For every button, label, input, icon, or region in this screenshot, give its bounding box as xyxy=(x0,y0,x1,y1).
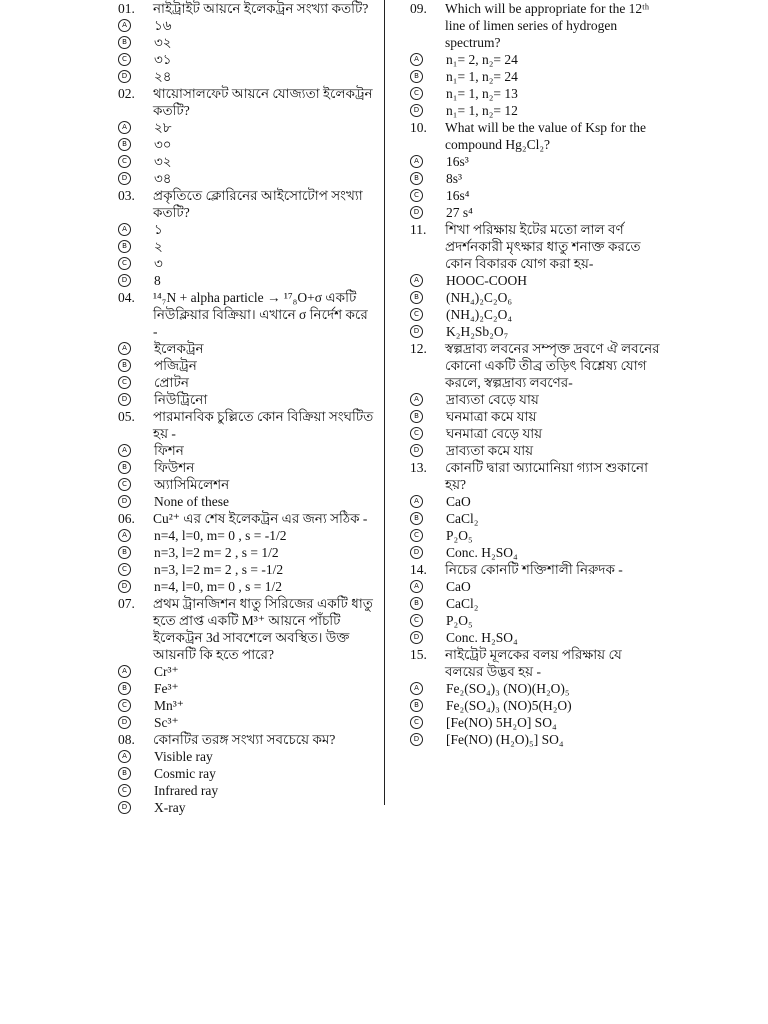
question-number: 06. xyxy=(118,511,135,526)
option-text: ২৪ xyxy=(154,69,172,84)
option-text: (NH₄)₂C₂O₆ xyxy=(446,290,513,305)
option-letter-circle: C xyxy=(118,699,131,712)
option-letter-circle: C xyxy=(118,257,131,270)
question-header xyxy=(410,0,660,51)
option-letter-circle: D xyxy=(410,325,423,338)
option-letter-circle: B xyxy=(118,138,131,151)
option-c[interactable] xyxy=(118,782,374,799)
option-text: 27 s⁴ xyxy=(446,205,473,220)
question-text: স্বল্পদ্রাব্য লবনের সম্পৃক্ত দ্রবণে ঐ লবনের কোনো একটি তীব্র তড়িৎ বিশ্লেষ্য যোগ করলে, স্বল্পদ্রাব্য লবণের- xyxy=(445,341,660,390)
option-letter-circle: C xyxy=(410,308,423,321)
option-text: Infrared ray xyxy=(154,783,219,798)
option-letter-circle: B xyxy=(410,597,423,610)
option-letter-circle: C xyxy=(118,53,131,66)
option-d[interactable] xyxy=(410,102,660,119)
question-text: প্রথম ট্রানজিশন ধাতু সিরিজের একটি ধাতু হতে প্রাপ্ত একটি M³⁺ আয়নে পাঁচটি ইলেকট্রন 3d সাবশেলে অবস্থিত। উক্ত আয়নটি কি হতে পারে? xyxy=(153,596,373,662)
option-text: 8s³ xyxy=(446,171,463,186)
question-14 xyxy=(410,561,660,646)
option-d[interactable] xyxy=(118,714,374,731)
option-text: ৩১ xyxy=(154,52,172,67)
option-c[interactable] xyxy=(118,153,374,170)
question-header xyxy=(118,510,374,527)
option-letter-circle: D xyxy=(118,172,131,185)
option-letter-circle: D xyxy=(410,733,423,746)
option-letter-circle: C xyxy=(118,563,131,576)
question-text: কোনটি দ্বারা অ্যামোনিয়া গ্যাস শুকানো হয়? xyxy=(445,460,649,492)
question-10 xyxy=(410,119,660,221)
option-text: (NH₄)₂C₂O₄ xyxy=(446,307,513,322)
question-06 xyxy=(118,510,374,595)
question-text: প্রকৃতিতে ক্লোরিনের আইসোটোপ সংখ্যা কতটি? xyxy=(153,188,363,220)
question-header xyxy=(410,119,660,153)
question-text: ¹⁴₇N + alpha particle → ¹⁷₈O+σ একটি নিউক্লিয়ার বিক্রিয়া। এখানে σ নির্দেশ করে - xyxy=(153,290,368,339)
option-a[interactable] xyxy=(118,663,374,680)
question-number: 15. xyxy=(410,647,427,662)
option-text: ঘনমাত্রা কমে যায় xyxy=(446,409,537,424)
option-letter-circle: B xyxy=(118,767,131,780)
option-text: 8 xyxy=(154,273,161,288)
question-number: 13. xyxy=(410,460,427,475)
option-text: CaCl₂ xyxy=(446,596,479,611)
option-b[interactable] xyxy=(410,595,660,612)
option-letter-circle: A xyxy=(410,495,423,508)
question-04 xyxy=(118,289,374,408)
option-text: ৩২ xyxy=(154,154,172,169)
question-01 xyxy=(118,0,374,85)
option-text: n=4, l=0, m= 0 , s = 1/2 xyxy=(154,579,282,594)
question-text: What will be the value of Ksp for the compound Hg₂Cl₂? xyxy=(445,120,646,152)
option-letter-circle: B xyxy=(410,410,423,423)
option-letter-circle: A xyxy=(118,529,131,542)
option-letter-circle: A xyxy=(410,580,423,593)
option-text: P₂O₅ xyxy=(446,528,473,543)
option-a[interactable] xyxy=(410,391,660,408)
option-text: Fe₂(SO₄)₃ (NO)5(H₂O) xyxy=(446,698,572,713)
option-b[interactable] xyxy=(410,68,660,85)
option-c[interactable] xyxy=(118,697,374,714)
option-text: ২ xyxy=(154,239,163,254)
option-text: পজিট্রন xyxy=(154,358,197,373)
question-05 xyxy=(118,408,374,510)
option-letter-circle: B xyxy=(118,461,131,474)
option-text: 16s³ xyxy=(446,154,469,169)
option-b[interactable] xyxy=(118,238,374,255)
question-header xyxy=(118,85,374,119)
option-text: ৩৪ xyxy=(154,171,172,186)
option-text: Fe³⁺ xyxy=(154,681,179,696)
option-letter-circle: C xyxy=(118,376,131,389)
option-a[interactable] xyxy=(118,748,374,765)
question-header xyxy=(410,561,660,578)
question-header xyxy=(410,459,660,493)
option-letter-circle: C xyxy=(410,189,423,202)
option-text: ঘনমাত্রা বেড়ে যায় xyxy=(446,426,543,441)
option-c[interactable] xyxy=(410,714,660,731)
option-text: n₁= 1, n₂= 12 xyxy=(446,103,518,118)
option-d[interactable] xyxy=(118,799,374,816)
option-letter-circle: B xyxy=(410,291,423,304)
option-text: দ্রাব্যতা বেড়ে যায় xyxy=(446,392,539,407)
option-text: দ্রাব্যতা কমে যায় xyxy=(446,443,534,458)
option-letter-circle: A xyxy=(118,121,131,134)
option-text: n₁= 1, n₂= 13 xyxy=(446,86,518,101)
question-text: Cu²⁺ এর শেষ ইলেকট্রন এর জন্য সঠিক - xyxy=(153,511,368,526)
option-c[interactable] xyxy=(410,187,660,204)
option-d[interactable] xyxy=(118,578,374,595)
option-d[interactable] xyxy=(410,544,660,561)
option-d[interactable] xyxy=(118,493,374,510)
option-text: n=3, l=2 m= 2 , s = -1/2 xyxy=(154,562,284,577)
question-header xyxy=(118,289,374,340)
question-text: থায়োসালফেট আয়নে যোজ্যতা ইলেকট্রন কতটি? xyxy=(153,86,373,118)
option-a[interactable] xyxy=(410,680,660,697)
option-text: Conc. H₂SO₄ xyxy=(446,545,518,560)
question-header xyxy=(118,595,374,663)
option-letter-circle: B xyxy=(118,359,131,372)
option-d[interactable] xyxy=(410,204,660,221)
option-letter-circle: A xyxy=(410,274,423,287)
question-number: 11. xyxy=(410,222,427,237)
option-text: ৩০ xyxy=(154,137,172,152)
option-b[interactable] xyxy=(118,765,374,782)
option-text: ইলেকট্রন xyxy=(154,341,204,356)
question-number: 01. xyxy=(118,1,135,16)
option-text: ৩ xyxy=(154,256,163,271)
option-a[interactable] xyxy=(410,578,660,595)
question-09 xyxy=(410,0,660,119)
option-c[interactable] xyxy=(410,85,660,102)
question-number: 05. xyxy=(118,409,135,424)
option-letter-circle: A xyxy=(118,19,131,32)
option-d[interactable] xyxy=(410,629,660,646)
column-divider xyxy=(384,0,385,805)
option-letter-circle: D xyxy=(118,716,131,729)
option-b[interactable] xyxy=(118,459,374,476)
option-c[interactable] xyxy=(410,425,660,442)
option-letter-circle: B xyxy=(410,172,423,185)
option-letter-circle: A xyxy=(118,444,131,457)
option-letter-circle: A xyxy=(410,393,423,406)
question-08 xyxy=(118,731,374,816)
option-a[interactable] xyxy=(118,340,374,357)
option-letter-circle: C xyxy=(410,716,423,729)
option-letter-circle: D xyxy=(410,104,423,117)
option-d[interactable] xyxy=(118,391,374,408)
option-a[interactable] xyxy=(118,119,374,136)
option-c[interactable] xyxy=(118,561,374,578)
question-11 xyxy=(410,221,660,340)
option-letter-circle: D xyxy=(410,206,423,219)
option-text: Fe₂(SO₄)₃ (NO)(H₂O)₅ xyxy=(446,681,570,696)
option-c[interactable] xyxy=(118,476,374,493)
question-text: শিখা পরিক্ষায় ইটের মতো লাল বর্ণ প্রদর্শনকারী মৃৎক্ষার ধাতু শনাক্ত করতে কোন বিকারক যোগ করা হয়- xyxy=(445,222,641,271)
option-letter-circle: C xyxy=(410,427,423,440)
option-b[interactable] xyxy=(410,408,660,425)
option-text: CaO xyxy=(446,579,471,594)
option-d[interactable] xyxy=(118,170,374,187)
option-b[interactable] xyxy=(118,544,374,561)
left-question-column xyxy=(118,0,374,816)
question-number: 12. xyxy=(410,341,427,356)
option-letter-circle: D xyxy=(118,495,131,508)
option-text: CaO xyxy=(446,494,471,509)
option-a[interactable] xyxy=(410,272,660,289)
option-letter-circle: A xyxy=(410,682,423,695)
option-letter-circle: A xyxy=(118,665,131,678)
option-letter-circle: A xyxy=(118,750,131,763)
option-letter-circle: A xyxy=(410,53,423,66)
question-number: 03. xyxy=(118,188,135,203)
option-text: Cosmic ray xyxy=(154,766,216,781)
question-text: পারমানবিক চুল্লিতে কোন বিক্রিয়া সংঘটিত হয় - xyxy=(153,409,374,441)
option-letter-circle: C xyxy=(410,87,423,100)
option-letter-circle: D xyxy=(118,801,131,814)
option-letter-circle: C xyxy=(410,614,423,627)
option-letter-circle: B xyxy=(410,699,423,712)
question-header xyxy=(118,187,374,221)
option-text: Conc. H₂SO₄ xyxy=(446,630,518,645)
option-text: Cr³⁺ xyxy=(154,664,179,679)
option-letter-circle: D xyxy=(410,631,423,644)
option-letter-circle: B xyxy=(118,682,131,695)
question-number: 08. xyxy=(118,732,135,747)
question-number: 09. xyxy=(410,1,427,16)
option-text: ৩২ xyxy=(154,35,172,50)
option-text: K₂H₂Sb₂O₇ xyxy=(446,324,509,339)
option-c[interactable] xyxy=(410,527,660,544)
option-text: [Fe(NO) (H₂O)₅] SO₄ xyxy=(446,732,564,747)
option-text: n₁= 1, n₂= 24 xyxy=(446,69,518,84)
question-13 xyxy=(410,459,660,561)
option-text: HOOC-COOH xyxy=(446,273,527,288)
option-d[interactable] xyxy=(410,731,660,748)
option-letter-circle: D xyxy=(118,274,131,287)
question-text: নাইট্রাইট আয়নে ইলেকট্রন সংখ্যা কতটি? xyxy=(153,1,369,16)
question-number: 14. xyxy=(410,562,427,577)
option-c[interactable] xyxy=(410,612,660,629)
option-c[interactable] xyxy=(118,374,374,391)
option-letter-circle: C xyxy=(118,155,131,168)
question-header xyxy=(410,340,660,391)
question-02 xyxy=(118,85,374,187)
question-header xyxy=(118,731,374,748)
question-header xyxy=(410,221,660,272)
option-c[interactable] xyxy=(410,306,660,323)
question-number: 10. xyxy=(410,120,427,135)
question-03 xyxy=(118,187,374,289)
option-letter-circle: D xyxy=(410,444,423,457)
option-a[interactable] xyxy=(410,51,660,68)
option-text: Mn³⁺ xyxy=(154,698,184,713)
question-text: Which will be appropriate for the 12ᵗʰ line of limen series of hydrogen spectrum? xyxy=(445,1,650,50)
option-b[interactable] xyxy=(410,170,660,187)
option-c[interactable] xyxy=(118,51,374,68)
question-text: নাইট্রেট মূলকের বলয় পরিক্ষায় যে বলয়ের উদ্ভব হয় - xyxy=(445,647,622,679)
option-text: ২৮ xyxy=(154,120,172,135)
option-a[interactable] xyxy=(118,221,374,238)
option-letter-circle: C xyxy=(410,529,423,542)
question-header xyxy=(118,408,374,442)
option-b[interactable] xyxy=(118,34,374,51)
option-text: P₂O₅ xyxy=(446,613,473,628)
option-text: n=3, l=2 m= 2 , s = 1/2 xyxy=(154,545,279,560)
option-letter-circle: B xyxy=(118,546,131,559)
option-text: Visible ray xyxy=(154,749,213,764)
option-letter-circle: B xyxy=(410,512,423,525)
option-d[interactable] xyxy=(410,442,660,459)
question-15 xyxy=(410,646,660,748)
option-letter-circle: B xyxy=(410,70,423,83)
option-a[interactable] xyxy=(118,442,374,459)
question-text: কোনটির তরঙ্গ সংখ্যা সবচেয়ে কম? xyxy=(153,732,336,747)
question-number: 07. xyxy=(118,596,135,611)
option-text: প্রোটন xyxy=(154,375,189,390)
option-d[interactable] xyxy=(118,68,374,85)
option-letter-circle: D xyxy=(118,393,131,406)
option-text: ফিউশন xyxy=(154,460,195,475)
option-b[interactable] xyxy=(118,357,374,374)
option-letter-circle: D xyxy=(118,70,131,83)
option-a[interactable] xyxy=(410,493,660,510)
option-text: None of these xyxy=(154,494,229,509)
option-text: [Fe(NO) 5H₂O] SO₄ xyxy=(446,715,557,730)
option-text: ফিশন xyxy=(154,443,184,458)
option-letter-circle: B xyxy=(118,240,131,253)
option-letter-circle: D xyxy=(410,546,423,559)
option-text: X-ray xyxy=(154,800,186,815)
option-letter-circle: A xyxy=(118,342,131,355)
option-b[interactable] xyxy=(118,136,374,153)
option-letter-circle: C xyxy=(118,478,131,491)
option-text: অ্যাসিমিলেশন xyxy=(154,477,230,492)
option-a[interactable] xyxy=(410,153,660,170)
option-d[interactable] xyxy=(410,323,660,340)
option-text: n=4, l=0, m= 0 , s = -1/2 xyxy=(154,528,287,543)
option-letter-circle: A xyxy=(410,155,423,168)
option-text: n₁= 2, n₂= 24 xyxy=(446,52,518,67)
option-text: ১৬ xyxy=(154,18,172,33)
question-07 xyxy=(118,595,374,731)
option-a[interactable] xyxy=(118,527,374,544)
option-text: Sc³⁺ xyxy=(154,715,179,730)
option-a[interactable] xyxy=(118,17,374,34)
question-12 xyxy=(410,340,660,459)
option-b[interactable] xyxy=(410,510,660,527)
option-letter-circle: D xyxy=(118,580,131,593)
option-letter-circle: C xyxy=(118,784,131,797)
option-text: CaCl₂ xyxy=(446,511,479,526)
right-question-column xyxy=(410,0,660,748)
question-header xyxy=(410,646,660,680)
option-b[interactable] xyxy=(410,289,660,306)
option-letter-circle: B xyxy=(118,36,131,49)
option-b[interactable] xyxy=(118,680,374,697)
question-text: নিচের কোনটি শক্তিশালী নিরুদক - xyxy=(445,562,623,577)
question-header xyxy=(118,0,374,17)
question-number: 04. xyxy=(118,290,135,305)
question-number: 02. xyxy=(118,86,135,101)
option-letter-circle: A xyxy=(118,223,131,236)
option-text: 16s⁴ xyxy=(446,188,470,203)
option-b[interactable] xyxy=(410,697,660,714)
option-text: নিউট্রিনো xyxy=(154,392,208,407)
option-c[interactable] xyxy=(118,255,374,272)
option-d[interactable] xyxy=(118,272,374,289)
option-text: ১ xyxy=(154,222,163,237)
